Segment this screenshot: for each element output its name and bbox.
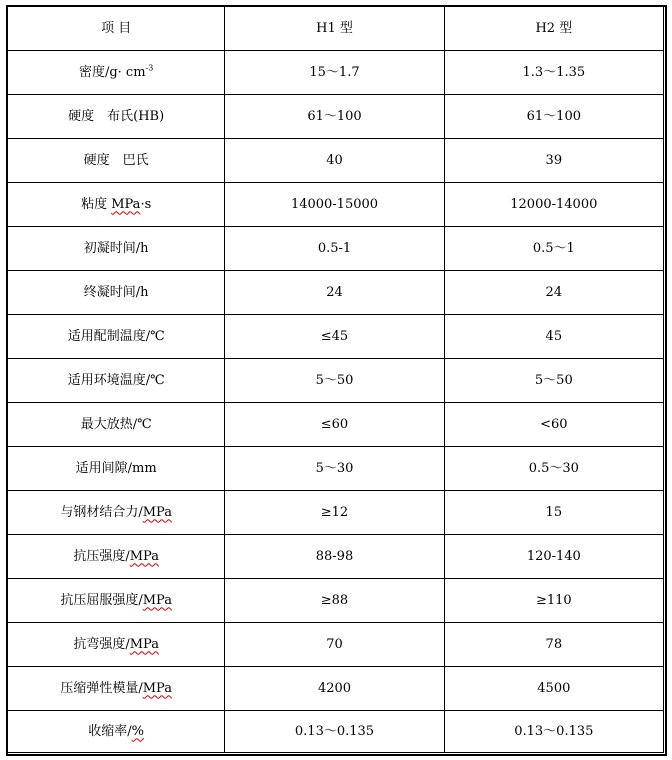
h1-value: ≤45 (225, 315, 444, 359)
h2-value: 24 (444, 271, 663, 315)
h1-value: 4200 (225, 667, 444, 711)
row-label: 适用配制温度/℃ (8, 315, 225, 359)
row-label: 硬度 巴氏 (8, 139, 225, 183)
table-row (8, 315, 664, 359)
table-row (8, 95, 664, 139)
h1-value: 70 (225, 623, 444, 667)
h2-value: 61～100 (444, 95, 663, 139)
row-label-superscript: -3 (145, 63, 154, 73)
row-label-unit: MPa (142, 592, 172, 608)
h2-value: 0.5～1 (444, 227, 663, 271)
header-h2: H2 型 (444, 7, 663, 51)
header-h1: H1 型 (225, 7, 444, 51)
table-row (8, 183, 664, 227)
row-label-text: 与钢材结合力/ (60, 504, 143, 520)
row-label-text: 抗压屈服强度/ (60, 592, 143, 608)
table-row (8, 403, 664, 447)
h2-value: 0.13～0.135 (444, 711, 663, 753)
row-label-text: 粘度 (81, 196, 112, 212)
table-row (8, 535, 664, 579)
row-label: 硬度 布氏(HB) (8, 95, 225, 139)
h2-value: 12000-14000 (444, 183, 663, 227)
table-row (8, 227, 664, 271)
row-label (8, 579, 225, 623)
row-label (8, 667, 225, 711)
row-label-unit: % (131, 723, 145, 739)
row-label: 适用间隙/mm (8, 447, 225, 491)
h1-value: ≥12 (225, 491, 444, 535)
row-label-text: 抗压强度/ (73, 548, 130, 564)
h2-value: 120-140 (444, 535, 663, 579)
row-label (8, 51, 225, 95)
table-row (8, 579, 664, 623)
h1-value: 40 (225, 139, 444, 183)
row-label (8, 623, 225, 667)
row-label-text: 抗弯强度/ (73, 636, 130, 652)
table-row (8, 667, 664, 711)
row-label-unit: MPa (129, 636, 159, 652)
row-label (8, 711, 225, 753)
h1-value: ≥88 (225, 579, 444, 623)
h1-value: 14000-15000 (225, 183, 444, 227)
h1-value: ≤60 (225, 403, 444, 447)
row-label-text: 密度/g· cm (78, 64, 146, 80)
h1-value: 15～1.7 (225, 51, 444, 95)
h2-value: 39 (444, 139, 663, 183)
row-label-unit: MPa (142, 680, 172, 696)
table-row (8, 447, 664, 491)
row-label: 初凝时间/h (8, 227, 225, 271)
row-label (8, 491, 225, 535)
table-row (8, 139, 664, 183)
h1-value: 88-98 (225, 535, 444, 579)
h2-value: 5～50 (444, 359, 663, 403)
table-row (8, 359, 664, 403)
row-label (8, 535, 225, 579)
h2-value: 78 (444, 623, 663, 667)
row-label: 最大放热/℃ (8, 403, 225, 447)
h1-value: 0.13～0.135 (225, 711, 444, 753)
row-label (8, 183, 225, 227)
h1-value: 5～30 (225, 447, 444, 491)
row-label-text: 压缩弹性模量/ (60, 680, 143, 696)
h1-value: 61～100 (225, 95, 444, 139)
h2-value: ≥110 (444, 579, 663, 623)
h1-value: 24 (225, 271, 444, 315)
h1-value: 0.5-1 (225, 227, 444, 271)
row-label-suffix: ·s (140, 196, 152, 212)
table-header-row (8, 7, 664, 51)
properties-table (7, 6, 664, 753)
header-item: 项 目 (8, 7, 225, 51)
h2-value: 1.3～1.35 (444, 51, 663, 95)
h1-value: 5～50 (225, 359, 444, 403)
h2-value: 45 (444, 315, 663, 359)
table-row (8, 491, 664, 535)
table-row (8, 51, 664, 95)
h2-value: <60 (444, 403, 663, 447)
row-label: 终凝时间/h (8, 271, 225, 315)
row-label-unit: MPa (129, 548, 159, 564)
row-label: 适用环境温度/℃ (8, 359, 225, 403)
h2-value: 4500 (444, 667, 663, 711)
row-label-text: 收缩率/ (88, 723, 132, 739)
h2-value: 0.5～30 (444, 447, 663, 491)
table-row (8, 711, 664, 753)
h2-value: 15 (444, 491, 663, 535)
row-label-unit: MPa (142, 504, 172, 520)
table-row (8, 623, 664, 667)
table-row (8, 271, 664, 315)
row-label-unit: MPa (111, 196, 141, 212)
